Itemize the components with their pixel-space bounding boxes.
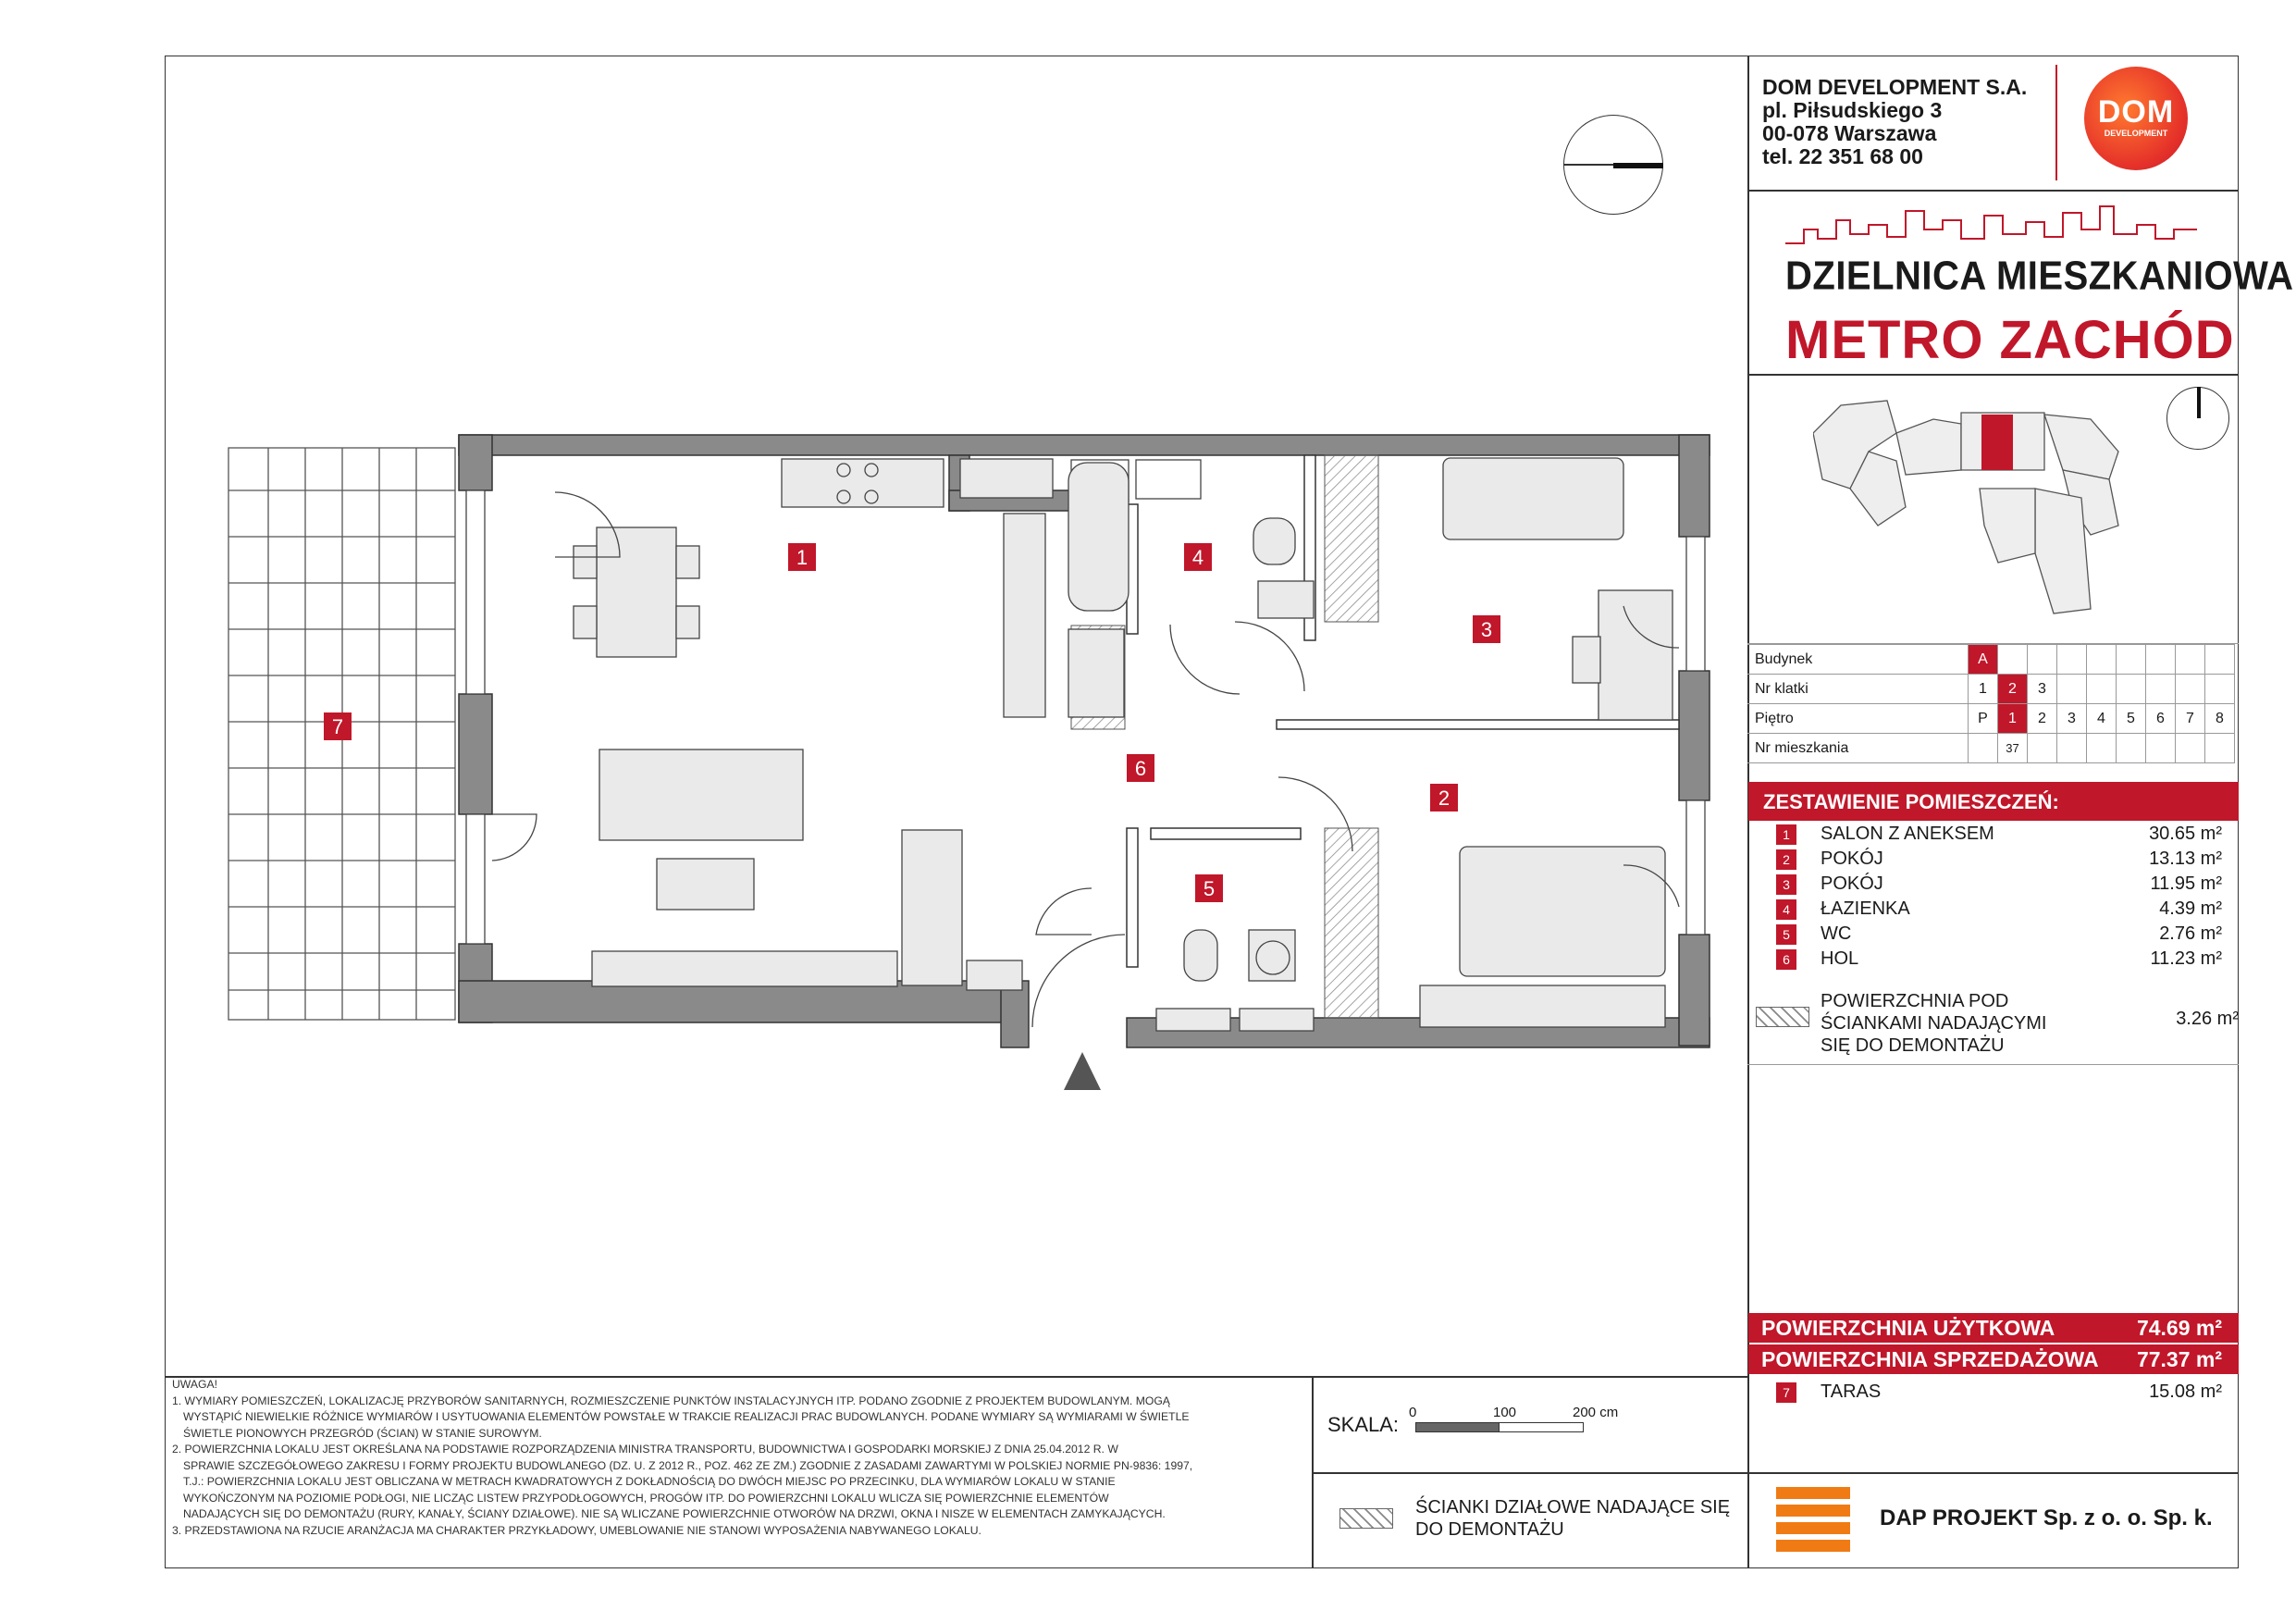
usable-area-bar: POWIERZCHNIA UŻYTKOWA 74.69 m² <box>1748 1313 2239 1343</box>
dom-development-logo: DOM DEVELOPMENT <box>2084 67 2188 170</box>
partition-legend: ŚCIANKI DZIAŁOWE NADAJĄCE SIĘ DO DEMONTAŻU <box>1415 1497 1731 1540</box>
company-phone: tel. 22 351 68 00 <box>1762 144 1923 168</box>
company-address <box>1762 76 2027 168</box>
room-row: 5 WC 2.76 m² <box>1748 923 2239 948</box>
plan-label-1: 1 <box>788 543 816 571</box>
compass-line <box>1564 164 1613 166</box>
company-street: pl. Piłsudskiego 3 <box>1762 98 1943 122</box>
plan-label-3: 3 <box>1473 615 1500 643</box>
floor-plan <box>185 426 1739 1110</box>
project-title-line1: DZIELNICA MIESZKANIOWA <box>1785 253 2294 299</box>
project-title-line2: METRO ZACHÓD <box>1785 310 2235 370</box>
rooms-header: ZESTAWIENIE POMIESZCZEŃ: <box>1748 782 2239 821</box>
room-row: 4 ŁAZIENKA 4.39 m² <box>1748 898 2239 923</box>
info-row-staircase: Nr klatki 1 2 3 <box>1747 675 2235 704</box>
demolition-hatch-swatch <box>1756 1007 1809 1027</box>
scale-tick-100: 100 <box>1493 1405 1517 1420</box>
scale-tick-200: 200 cm <box>1573 1405 1619 1420</box>
apartment-info-table <box>1747 644 2235 763</box>
info-row-building: Budynek A <box>1747 645 2235 675</box>
logo-separator <box>2055 65 2057 180</box>
title-divider <box>1747 374 2239 376</box>
room-row: 1 SALON Z ANEKSEM 30.65 m² <box>1748 823 2239 848</box>
notes-block: UWAGA! 1. WYMIARY POMIESZCZEŃ, LOKALIZACJĘ PRZYBORÓW SANITARNYCH, ROZMIESZCZENIE PUNKTÓW INSTALACYJNYCH ITP. PODANO ZGODNIE Z PROJEKTEM BUDOWLANYM. MOGĄ WYSTĄPIĆ NIEWIELKIE RÓŻNICE WYMIARÓW I USYTUOWANIA ELEMENTÓW POWSTAŁE W TRAKCIE REALIZACJI PRAC BUDOWLANYCH. PODANE WYMIARY SĄ WYMIARAMI W ŚWIETLE ŚWIETLE PIONOWYCH PRZEGRÓD (ŚCIAN) W STANIE SUROWYM. 2. POWIERZCHNIA LOKALU JEST OKREŚLANA NA PODSTAWIE ROZPORZĄDZENIA MINISTRA TRANSPORTU, BUDOWNICTWA I GOSPODARKI MORSKIEJ Z DNIA 25.04.2012 R. W SPRAWIE SZCZEGÓŁOWEGO ZAKRESU I FORMY PROJEKTU BUDOWLANEGO (DZ. U. Z 2012 R., POZ. 462 ZE ZM.) ZGODNIE Z ZASADAMI ZAWARTYMI W POLSKIEJ NORMIE PN-9836: 1997, T.J.: POWIERZCHNIA LOKALU JEST OBLICZANA W METRACH KWADRATOWYCH Z DOKŁADNOŚCIĄ DO DWÓCH MIEJSC PO PRZECINKU, DLA WYMIARÓW LOKALU W STANIE WYKOŃCZONYM NA POZIOMIE PODŁOGI, NIE LICZĄC LISTEW PRZYPODŁOGOWYCH, PROGÓW ITP. DO POWIERZCHNI LOKALU WLICZA SIĘ POWIERZCHNIE ELEMENTÓW NADAJĄCYCH SIĘ DO DEMONTAŻU (RURY, KANAŁY, ŚCIANY DZIAŁOWE). NIE SĄ WLICZANE POWIERZCHNIE OTWORÓW NA DRZWI, OKNA I NISZE W ELEMENTACH ZAMYKAJĄCYCH. 3. PRZEDSTAWIONA NA RZUCIE ARANŻACJA MA CHARAKTER PRZYKŁADOWY, UMEBLOWANIE NIE STANOWI WYPOSAŻENIA NABYWANEGO LOKALU. <box>172 1378 1193 1537</box>
plan-label-7: 7 <box>324 712 352 740</box>
header-divider <box>1747 190 2239 192</box>
demolition-area-value: 3.26 m² <box>2176 1009 2239 1029</box>
plan-label-2: 2 <box>1430 784 1458 812</box>
designer-name: DAP PROJEKT Sp. z o. o. Sp. k. <box>1880 1505 2213 1530</box>
scale-bar <box>1415 1422 1500 1432</box>
keyplan-compass-needle <box>2197 387 2201 418</box>
company-name: DOM DEVELOPMENT S.A. <box>1762 75 2028 99</box>
demolition-area-label: POWIERZCHNIA POD ŚCIANKAMI NADAJĄCYMI SIĘ DO DEMONTAŻU <box>1821 991 2047 1056</box>
scale-label: SKALA: <box>1327 1413 1400 1436</box>
room-row: 3 POKÓJ 11.95 m² <box>1748 873 2239 898</box>
compass-needle <box>1613 163 1663 168</box>
scale-tick-0: 0 <box>1409 1405 1417 1420</box>
skyline-icon <box>1785 202 2197 257</box>
plan-label-6: 6 <box>1127 754 1154 782</box>
dap-projekt-logo <box>1776 1487 1850 1552</box>
sale-area-bar: POWIERZCHNIA SPRZEDAŻOWA 77.37 m² <box>1748 1344 2239 1374</box>
room-row: 6 HOL 11.23 m² <box>1748 948 2239 973</box>
plan-label-4: 4 <box>1184 543 1212 571</box>
room-row: 2 POKÓJ 13.13 m² <box>1748 848 2239 873</box>
rooms-bottom-line <box>1747 1064 2239 1065</box>
info-row-apartment: Nr mieszkania 37 <box>1747 734 2235 763</box>
key-plan-map <box>1813 396 2155 618</box>
terrace-divider <box>1747 1472 2239 1474</box>
info-row-floor: Piętro P 1 2 3 4 5 6 7 8 <box>1747 704 2235 734</box>
partition-hatch-swatch <box>1339 1508 1393 1529</box>
company-city: 00-078 Warszawa <box>1762 121 1937 145</box>
scale-bar-2 <box>1499 1422 1584 1432</box>
plan-label-5: 5 <box>1195 874 1223 902</box>
terrace-row: 7 TARAS 15.08 m² <box>1748 1381 2239 1406</box>
